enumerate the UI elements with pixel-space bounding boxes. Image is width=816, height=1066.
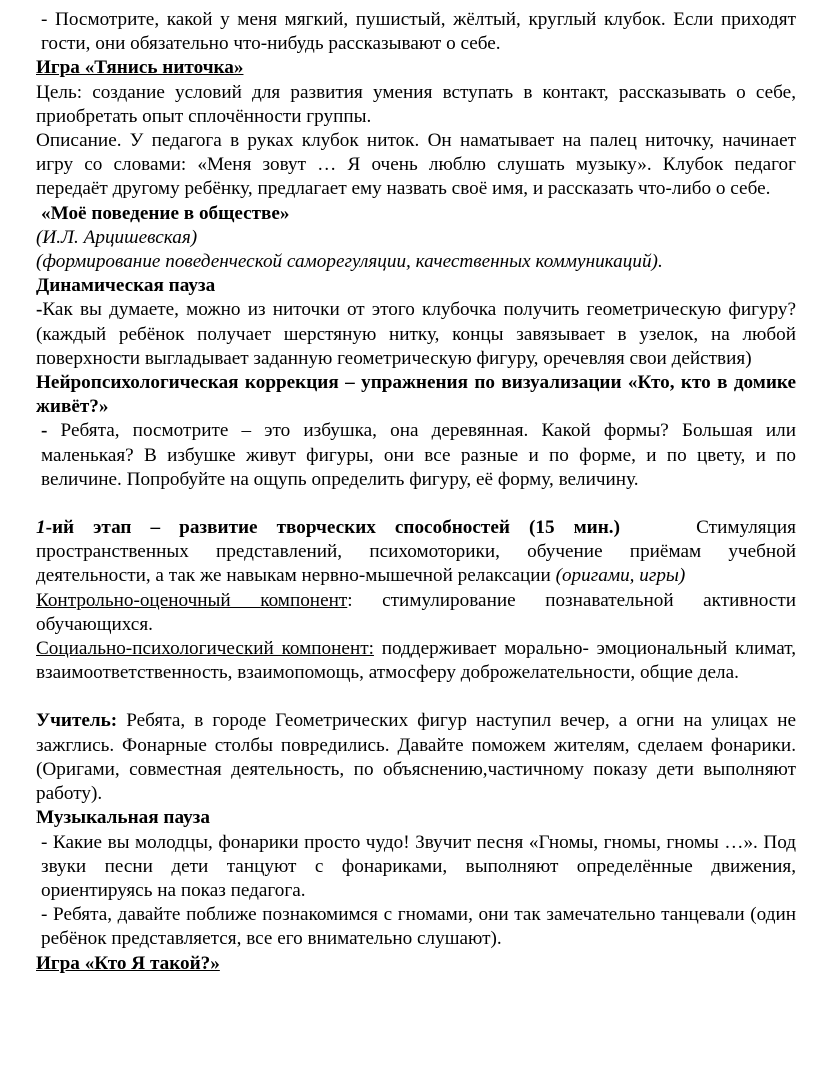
spacer — [36, 492, 796, 516]
neuro-title: Нейропсихологическая коррекция – упражнения по визуализации «Кто, кто в домике живёт?» — [36, 372, 796, 418]
music-pause-title: Музыкальная пауза — [36, 807, 210, 829]
stage-title: -ий этап – развитие творческих способностей (15 мин.) — [45, 517, 620, 539]
stage-note: (оригами, игры) — [555, 565, 686, 587]
social-label: Социально-психологический компонент: — [36, 638, 374, 660]
dynamic-pause-text — [36, 298, 796, 371]
control-text: : стимулирование познавательной активности обучающихся. — [36, 589, 796, 635]
dash-mark: - — [36, 299, 43, 321]
music-pause-body1: Какие вы молодцы, фонарики просто чудо! Звучит песня «Гномы, гномы, гномы …». Под звуки песни дети танцуют с фонариками, выполняют определённые движения, ориентируясь на показ педагога. — [41, 831, 797, 901]
teacher-text: Ребята, в городе Геометрических фигур наступил вечер, а огни на улицах не зажглись. Фонарные столбы повредились. Давайте поможем жителям, сделаем фонарики. (Оригами, совместная деятельность, по объяснению,частичному показу дети выполняют работу). — [36, 710, 796, 805]
dash-mark: - — [41, 831, 48, 853]
game1-description: Описание. У педагога в руках клубок ниток. Он наматывает на палец ниточку, начинает игру со словами: «Меня зовут … Я очень люблю слушать музыку». Клубок педагог передаёт другому ребёнку, предлагает ему назвать своё имя, и рассказать что-либо о себе. — [36, 130, 796, 200]
social-text: поддерживает морально- эмоциональный климат, взаимоответственность, взаимопомощь, атмосферу доброжелательности, общие дела. — [36, 638, 797, 684]
dynamic-pause-body: Как вы думаете, можно из ниточки от этого клубочка получить геометрическую фигуру? (каждый ребёнок получает шерстяную нитку, концы завязывает в узелок, на любой поверхности выгладывает заданную геометрическую фигуру, оречевляя свои действия) — [36, 299, 796, 369]
neuro-text — [36, 419, 796, 492]
dynamic-pause-title: Динамическая пауза — [36, 275, 216, 297]
stage-text: Стимуляция пространственных представлений, психомоторики, обучение приёмам учебной деятельности, а так же навыкам нервно-мышечной релаксации — [36, 517, 796, 587]
spacer — [36, 685, 796, 709]
behavior-author: (И.Л. Арцишевская) — [36, 226, 198, 248]
control-paragraph — [36, 589, 796, 637]
intro-paragraph: - Посмотрите, какой у меня мягкий, пушистый, жёлтый, круглый клубок. Если приходят гости, они обязательно что-нибудь рассказывают о себе. — [41, 9, 796, 55]
behavior-title: «Моё поведение в обществе» — [41, 202, 290, 224]
neuro-body: Ребята, посмотрите – это избушка, она деревянная. Какой формы? Большая или маленькая? В избушке живут фигуры, они все разные и по форме, и по цвету, и по величине. Попробуйте на ощупь определить фигуру, её форму, величину. — [41, 420, 797, 490]
control-label: Контрольно-оценочный компонент — [36, 589, 348, 611]
teacher-paragraph — [36, 709, 796, 806]
game2-title: Игра «Кто Я такой?» — [36, 952, 220, 974]
game1-title: Игра «Тянись ниточка» — [36, 57, 244, 79]
social-paragraph — [36, 637, 796, 685]
stage-paragraph — [36, 516, 796, 589]
behavior-note: (формирование поведенческой саморегуляции, качественных коммуникаций). — [36, 251, 663, 273]
music-pause-text1 — [36, 831, 796, 904]
stage-number: 1 — [36, 517, 46, 539]
music-pause-text2: - Ребята, давайте поближе познакомимся с гномами, они так замечательно танцевали (один ребёнок представляется, все его внимательно слушают). — [41, 904, 796, 950]
game1-goal: Цель: создание условий для развития умения вступать в контакт, рассказывать о себе, приобретать опыт сплочённости группы. — [36, 81, 796, 127]
teacher-label: Учитель: — [36, 710, 118, 732]
dash-mark: - — [41, 420, 48, 442]
